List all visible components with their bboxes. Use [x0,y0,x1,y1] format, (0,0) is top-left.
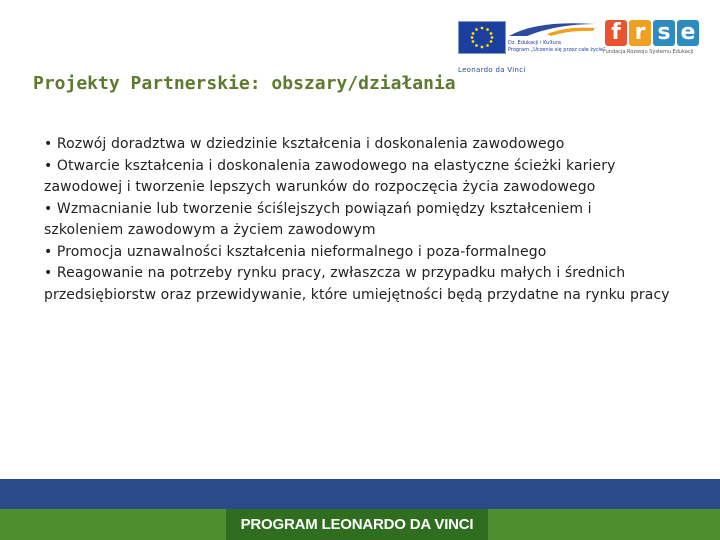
eu-flag-logo [458,21,506,54]
ldv-text-line2: Program „Uczenie się przez całe życie” [508,47,606,53]
footer-blue-bar [0,479,720,509]
frse-logo [605,20,699,50]
frse-letter: e [677,20,699,46]
leonardo-swoosh-icon [507,18,597,40]
bullet-item: • Reagowanie na potrzeby rynku pracy, zwłaszcza w przypadku małych i średnich przedsiębiorstw oraz przewidywanie, które umiejętności będą przydatne na rynku pracy [44,265,670,303]
ldv-program-text [508,40,606,54]
slide-title: Projekty Partnerskie: obszary/działania [33,73,456,94]
ldv-name: Leonardo da Vinci [458,66,526,74]
ldv-text-line1: Dz. Edukacji i Kultura [508,40,561,46]
bullet-item: • Promocja uznawalności kształcenia nieformalnego i poza-formalnego [44,243,547,260]
frse-letter: s [653,20,675,46]
bullet-list [44,134,674,306]
frse-letter: f [605,20,627,46]
eu-stars-icon [459,22,505,53]
footer-program-label: PROGRAM LEONARDO DA VINCI [226,509,488,540]
frse-caption: Fundacja Rozwoju Systemu Edukacji [603,49,694,55]
bullet-item: • Wzmacnianie lub tworzenie ściślejszych powiązań pomiędzy kształceniem i szkoleniem zawodowym a życiem zawodowym [44,200,592,238]
bullet-item: • Rozwój doradztwa w dziedzinie kształcenia i doskonalenia zawodowego [44,136,565,152]
frse-letter: r [629,20,651,46]
bullet-item: • Otwarcie kształcenia i doskonalenia zawodowego na elastyczne ścieżki kariery zawodowej i tworzenie lepszych warunków do rozpoczęcia życia zawodowego [44,157,616,195]
logo-area [455,18,705,78]
